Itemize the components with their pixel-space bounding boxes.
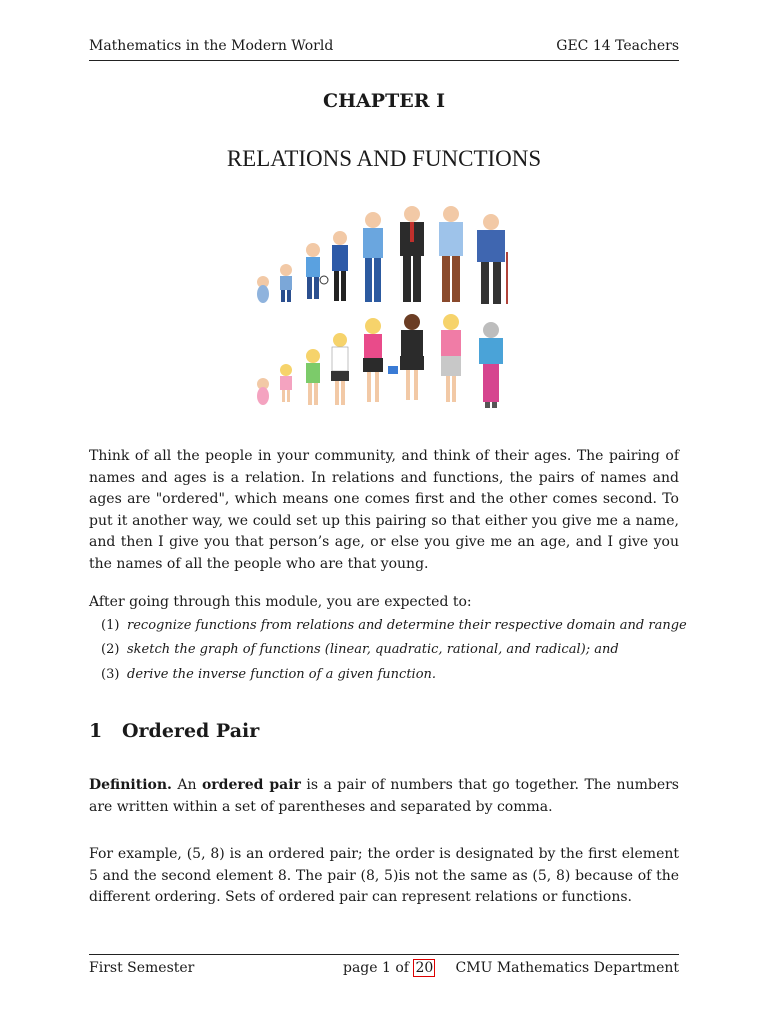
example-paragraph: For example, (5, 8) is an ordered pair; the order is designated by the first element 5 and the second element 8. The pair (8, 5)is not the same as (5, 8) because of the different ordering. Sets of ordered pair can represent relations or functions. <box>89 846 679 905</box>
chapter-heading: CHAPTER I <box>322 90 445 112</box>
page-prefix: page 1 of <box>343 960 414 976</box>
section-title: Ordered Pair <box>122 720 260 742</box>
section-heading <box>89 720 259 742</box>
objective-item <box>101 642 619 657</box>
objective-number: (1) <box>101 618 120 633</box>
definition-body: is a pair of numbers that go together. The numbers are written within a set of parentheses and separated by comma. <box>89 777 679 815</box>
footer-page-number <box>343 960 435 976</box>
page-footer <box>89 954 679 979</box>
chapter-title: RELATIONS AND FUNCTIONS <box>226 146 542 171</box>
objective-text: sketch the graph of functions (linear, quadratic, rational, and radical); and <box>127 642 619 657</box>
section-number: 1 <box>89 720 103 742</box>
header-course-title: Mathematics in the Modern World <box>89 38 334 54</box>
objective-text: derive the inverse function of a given function. <box>127 667 437 682</box>
footer-semester: First Semester <box>89 960 195 976</box>
female-row <box>257 314 503 408</box>
objective-item <box>101 618 687 633</box>
definition-pre: An <box>171 777 202 793</box>
objectives-intro: After going through this module, you are expected to: <box>89 594 472 610</box>
objective-text: recognize functions from relations and determine their respective domain and range <box>127 618 687 633</box>
objective-number: (2) <box>101 642 120 657</box>
footer-department: CMU Mathematics Department <box>455 960 679 976</box>
intro-paragraph: Think of all the people in your community, and think of their ages. The pairing of names and ages is a relation. In relations and functions, the pairs of names and ages are "ordered", which means one comes first and the other comes second. To put it another way, we could set up this pairing so that either you give me a name, and then I give you that person’s age, or else you give me an age, and I give you the names of all the people who are that young. <box>89 448 679 572</box>
page-header <box>89 38 679 61</box>
objective-item <box>101 667 436 682</box>
male-row <box>257 206 508 304</box>
objective-number: (3) <box>101 667 120 682</box>
header-audience: GEC 14 Teachers <box>556 38 679 54</box>
age-progression-illustration <box>245 200 523 412</box>
definition-term: ordered pair <box>201 777 301 793</box>
definition-label: Definition. <box>89 777 172 793</box>
total-pages-link[interactable]: 20 <box>415 960 434 976</box>
definition-paragraph <box>89 775 679 818</box>
